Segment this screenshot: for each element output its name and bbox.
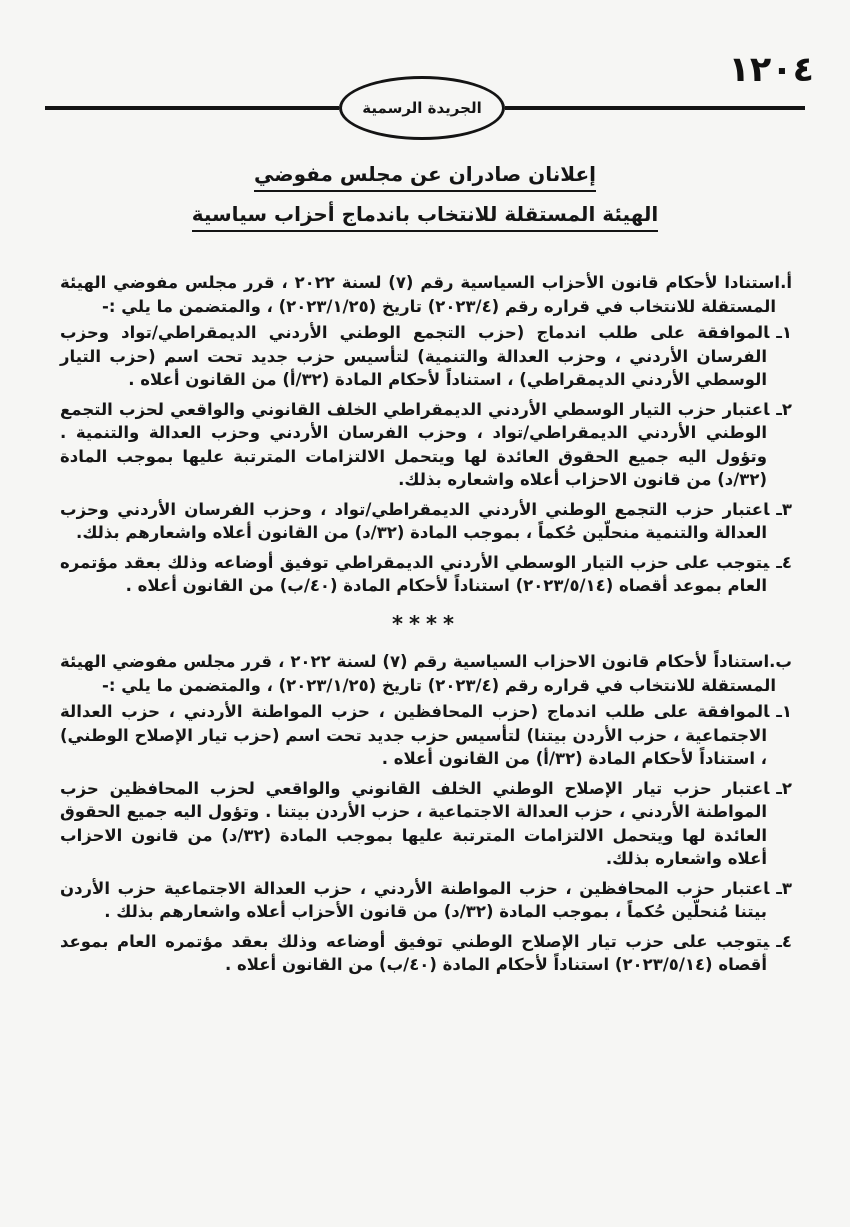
item-text: الموافقة على طلب اندماج (حزب التجمع الوطني الأردني الديمقراطي/تواد وحزب الفرسان الأردني ، وحزب العدالة والتنمية) لتأسيس حزب جديد تحت اسم (حزب التيار الوسطي الأردني الديمقراطي) ، استناداً لأحكام المادة (٣٢/أ) من القانون أعلاه . <box>60 323 770 389</box>
item-number: ٣ـ <box>776 878 792 898</box>
gazette-label: الجريدة الرسمية <box>362 99 482 117</box>
item-number: ٣ـ <box>776 499 792 519</box>
title-line-2: الهيئة المستقلة للانتخاب باندماج أحزاب سياسية <box>192 201 659 232</box>
item-number: ٢ـ <box>776 778 792 798</box>
item-number: ٤ـ <box>776 552 792 572</box>
item-number: ٢ـ <box>776 399 792 419</box>
page-number: ١٢٠٤ <box>728 50 814 90</box>
title-block <box>0 161 850 241</box>
item-number: ٤ـ <box>776 931 792 951</box>
item-text: اعتبار حزب التيار الوسطي الأردني الديمقراطي الخلف القانوني والواقعي لحزب التجمع الوطني الأردني الديمقراطي/تواد ، وحزب الفرسان الأردني وحزب العدالة والتنمية . وتؤول اليه جميع الحقوق العائدة لها ويتحمل الالتزامات المترتبة عليها بموجب المادة (٣٢/د) من قانون الاحزاب أعلاه واشعاره بذلك. <box>60 399 770 489</box>
section-b-item-1 <box>60 700 792 771</box>
section-a-item-3 <box>60 498 792 545</box>
item-number: ١ـ <box>776 323 792 342</box>
section-b-intro-text: استناداً لأحكام قانون الاحزاب السياسية رقم (٧) لسنة ٢٠٢٢ ، قرر مجلس مفوضي الهيئة المستقلة للانتخاب في قراره رقم (٢٠٢٣/٤) تاريخ (٢٠٢٣/١/٢٥) ، والمتضمن ما يلي :- <box>60 652 776 695</box>
section-b-item-3 <box>60 877 792 924</box>
title-line-1: إعلانان صادران عن مجلس مفوضي <box>254 161 596 192</box>
section-a-marker: أ. <box>780 273 792 292</box>
section-b-item-2 <box>60 777 792 871</box>
section-a-intro-text: استنادا لأحكام قانون الأحزاب السياسية رقم (٧) لسنة ٢٠٢٢ ، قرر مجلس مفوضي الهيئة المستقلة للانتخاب في قراره رقم (٢٠٢٣/٤) تاريخ (٢٠٢٣/١/٢٥) ، والمتضمن ما يلي :- <box>60 273 781 316</box>
header-rule-left <box>45 106 339 110</box>
item-text: اعتبار حزب المحافظين ، حزب المواطنة الأردني ، حزب العدالة الاجتماعية حزب الأردن بيتنا مُنحلّين حُكماً ، بموجب المادة (٣٢/د) من قانون الأحزاب أعلاه واشعارهم بذلك . <box>60 878 770 921</box>
item-text: يتوجب على حزب تيار الإصلاح الوطني توفيق أوضاعه وذلك بعقد مؤتمره العام بموعد أقصاه (٢٠٢٣/٥/١٤) استناداً لأحكام المادة (٤٠/ب) من القانون أعلاه . <box>60 931 770 974</box>
section-a-item-4 <box>60 551 792 598</box>
header-rule-right <box>505 106 805 110</box>
section-a-intro <box>60 271 792 318</box>
section-a-item-1 <box>60 321 792 392</box>
item-text: اعتبار حزب التجمع الوطني الأردني الديمقراطي/تواد ، وحزب الفرسان الأردني وحزب العدالة والتنمية منحلّين حُكماً ، بموجب المادة (٣٢/د) من القانون أعلاه واشعارهم بذلك. <box>60 499 770 542</box>
item-text: اعتبار حزب تيار الإصلاح الوطني الخلف القانوني والواقعي لحزب المحافظين حزب المواطنة الأردني ، حزب العدالة الاجتماعية ، حزب الأردن بيتنا . وتؤول اليه جميع الحقوق العائدة لها ويتحمل الالتزامات المترتبة عليها بموجب المادة (٣٢/د) من قانون الاحزاب أعلاه واشعاره بذلك. <box>60 778 770 868</box>
section-a-item-2 <box>60 398 792 492</box>
gazette-oval <box>339 76 505 140</box>
header-rule <box>45 76 805 140</box>
separator-stars: **** <box>392 611 460 636</box>
item-number: ١ـ <box>776 702 792 721</box>
document-body <box>60 271 792 983</box>
item-text: يتوجب على حزب التيار الوسطي الأردني الديمقراطي توفيق أوضاعه وذلك بعقد مؤتمره العام بموعد أقصاه (٢٠٢٣/٥/١٤) استناداً لأحكام المادة (٤٠/ب) من القانون أعلاه . <box>60 552 770 595</box>
section-b-marker: ب. <box>769 652 792 671</box>
item-text: الموافقة على طلب اندماج (حزب المحافظين ، حزب المواطنة الأردني ، حزب العدالة الاجتماعية ، حزب الأردن بيتنا) لتأسيس حزب جديد تحت اسم (حزب تيار الإصلاح الوطني) ، استناداً لأحكام المادة (٣٢/أ) من القانون أعلاه . <box>60 702 770 768</box>
section-b-item-4 <box>60 930 792 977</box>
section-b-intro <box>60 650 792 697</box>
